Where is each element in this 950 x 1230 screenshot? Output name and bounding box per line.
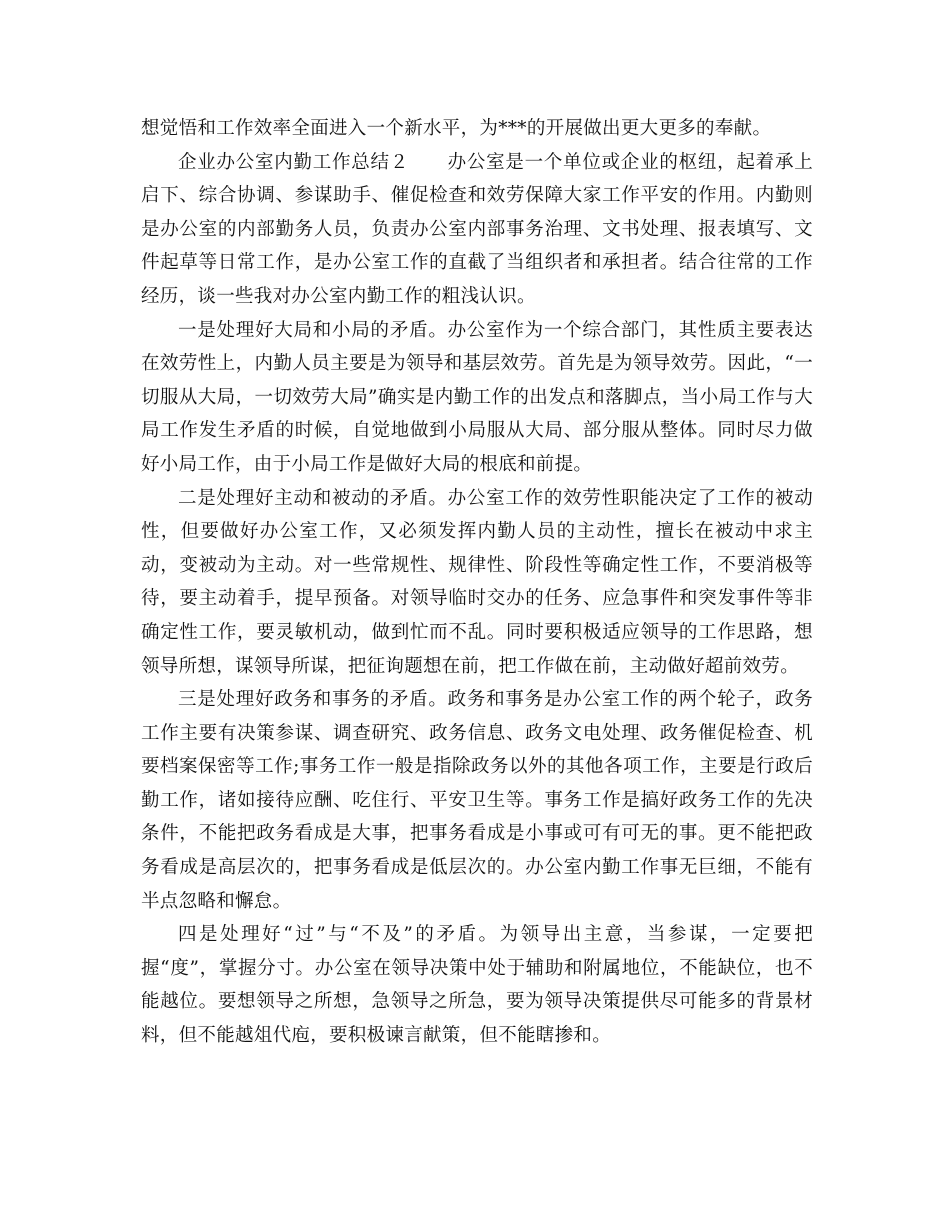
paragraph-point-three: 三是处理好政务和事务的矛盾。政务和事务是办公室工作的两个轮子，政务工作主要有决策参谋、调查研究、政务信息、政务文电处理、政务催促检查、机要档案保密等工作;事务工作一般是指除政务以外的其他各项工作，主要是行政后勤工作，诸如接待应酬、吃住行、平安卫生等。事务工作是搞好政务工作的先决条件，不能把政务看成是大事，把事务看成是小事或可有可无的事。更不能把政务看成是高层次的，把事务看成是低层次的。办公室内勤工作事无巨细，不能有半点忽略和懈怠。: [141, 689, 813, 912]
paragraph-intro: 企业办公室内勤工作总结２ 办公室是一个单位或企业的枢纽，起着承上启下、综合协调、参谋助手、催促检查和效劳保障大家工作平安的作用。内勤则是办公室的内部勤务人员，负责办公室内部事务治理、文书处理、报表填写、文件起草等日常工作，是办公室工作的直截了当组织者和承担者。结合往常的工作经历，谈一些我对办公室内勤工作的粗浅认识。: [141, 151, 813, 307]
paragraph-point-four: 四是处理好“过”与“不及”的矛盾。为领导出主意，当参谋，一定要把握“度”，掌握分寸。办公室在领导决策中处于辅助和附属地位，不能缺位，也不能越位。要想领导之所想，急领导之所急，要为领导决策提供尽可能多的背景材料，但不能越俎代庖，要积极谏言献策，但不能瞎掺和。: [141, 924, 813, 1047]
paragraph-point-one: 一是处理好大局和小局的矛盾。办公室作为一个综合部门，其性质主要表达在效劳性上，内勤人员主要是为领导和基层效劳。首先是为领导效劳。因此，“一切服从大局，一切效劳大局”确实是内勤工作的出发点和落脚点，当小局工作与大局工作发生矛盾的时候，自觉地做到小局服从大局、部分服从整体。同时尽力做好小局工作，由于小局工作是做好大局的根底和前提。: [141, 319, 813, 475]
paragraph-continuation: 想觉悟和工作效率全面进入一个新水平，为***的开展做出更大更多的奉献。: [141, 118, 772, 139]
document-body: [141, 112, 813, 1053]
paragraph-point-two: 二是处理好主动和被动的矛盾。办公室工作的效劳性职能决定了工作的被动性，但要做好办公室工作，又必须发挥内勤人员的主动性，擅长在被动中求主动，变被动为主动。对一些常规性、规律性、阶段性等确定性工作，不要消极等待，要主动着手，提早预备。对领导临时交办的任务、应急事件和突发事件等非确定性工作，要灵敏机动，做到忙而不乱。同时要积极适应领导的工作思路，想领导所想，谋领导所谋，把征询题想在前，把工作做在前，主动做好超前效劳。: [141, 487, 813, 677]
